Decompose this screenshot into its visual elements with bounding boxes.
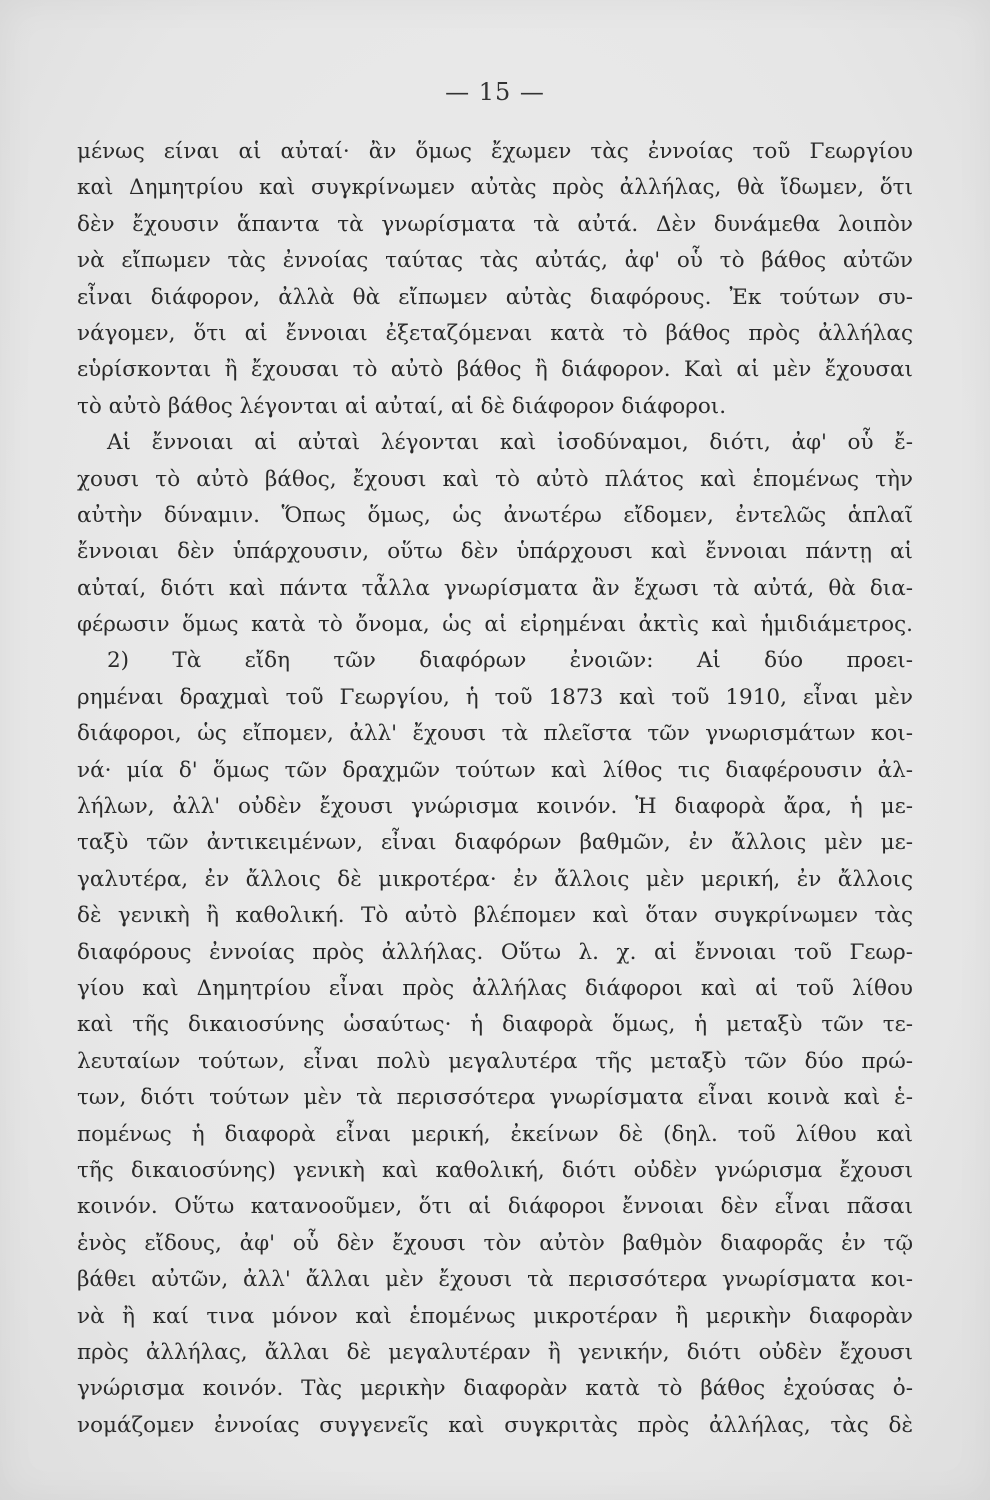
text-line: κοινόν. Οὕτω κατανοοῦμεν, ὅτι αἱ διάφοροι ἔννοιαι δὲν εἶναι πᾶσαι [77, 1194, 913, 1220]
text-line: 2) Τὰ εἴδη τῶν διαφόρων ἐνοιῶν: Αἱ δύο προει- [107, 648, 913, 674]
body-text [77, 134, 913, 1444]
text-line: καὶ Δημητρίου καὶ συγκρίνωμεν αὐτὰς πρὸς ἀλλήλας, θὰ ἴδωμεν, ὅτι [77, 175, 913, 201]
text-line: ταξὺ τῶν ἀντικειμένων, εἶναι διαφόρων βαθμῶν, ἐν ἄλλοις μὲν με- [77, 830, 913, 856]
text-line: τῆς δικαιοσύνης) γενικὴ καὶ καθολική, διότι οὐδὲν γνώρισμα ἔχουσι [77, 1157, 913, 1183]
text-line: διάφοροι, ὡς εἴπομεν, ἀλλ' ἔχουσι τὰ πλεῖστα τῶν γνωρισμάτων κοι- [77, 721, 913, 747]
text-line: μένως είναι αἱ αὐταί· ἂν ὅμως ἔχωμεν τὰς ἐννοίας τοῦ Γεωργίου [77, 139, 913, 164]
text-line: Αἱ ἔννοιαι αἱ αὐταὶ λέγονται καὶ ἰσοδύναμοι, διότι, ἀφ' οὗ ἔ- [107, 430, 913, 456]
text-line: αὐτὴν δύναμιν. Ὅπως ὅμως, ὡς ἀνωτέρω εἴδομεν, ἐντελῶς ἁπλαῖ [77, 502, 913, 528]
text-line: νά· μία δ' ὅμως τῶν δραχμῶν τούτων καὶ λίθος τις διαφέρουσιν ἀλ- [77, 757, 913, 783]
text-line: χουσι τὸ αὐτὸ βάθος, ἔχουσι καὶ τὸ αὐτὸ πλάτος καὶ ἑπομένως τὴν [77, 466, 913, 492]
text-line: τὸ αὐτὸ βάθος λέγονται αἱ αὐταί, αἱ δὲ διάφορον διάφοροι. [77, 393, 727, 419]
text-line: διαφόρους ἐννοίας πρὸς ἀλλήλας. Οὕτω λ. χ. αἱ ἔννοιαι τοῦ Γεωρ- [77, 939, 913, 965]
text-line: λήλων, ἀλλ' οὐδὲν ἔχουσι γνώρισμα κοινόν. Ἡ διαφορὰ ἄρα, ἡ με- [77, 794, 913, 820]
text-line: νομάζομεν ἐννοίας συγγενεῖς καὶ συγκριτὰς πρὸς ἀλλήλας, τὰς δὲ [77, 1412, 913, 1438]
text-line: δὲν ἔχουσιν ἅπαντα τὰ γνωρίσματα τὰ αὐτά. Δὲν δυνάμεθα λοιπὸν [77, 211, 913, 237]
text-line: βάθει αὐτῶν, ἀλλ' ἄλλαι μὲν ἔχουσι τὰ περισσότερα γνωρίσματα κοι- [77, 1267, 913, 1293]
text-line: δὲ γενικὴ ἢ καθολική. Τὸ αὐτὸ βλέπομεν καὶ ὅταν συγκρίνωμεν τὰς [77, 903, 913, 929]
text-line: γίου καὶ Δημητρίου εἶναι πρὸς ἀλλήλας διάφοροι καὶ αἱ τοῦ λίθου [77, 975, 913, 1001]
text-line: νάγομεν, ὅτι αἱ ἔννοιαι ἐξεταζόμεναι κατὰ τὸ βάθος πρὸς ἀλλήλας [77, 320, 913, 346]
text-line: των, διότι τούτων μὲν τὰ περισσότερα γνωρίσματα εἶναι κοινὰ καὶ ἑ- [77, 1085, 913, 1111]
text-line: ρημέναι δραχμαὶ τοῦ Γεωργίου, ἡ τοῦ 1873 καὶ τοῦ 1910, εἶναι μὲν [77, 684, 913, 710]
text-line: πομένως ἡ διαφορὰ εἶναι μερική, ἐκείνων δὲ (δηλ. τοῦ λίθου καὶ [77, 1121, 913, 1147]
text-line: γνώρισμα κοινόν. Τὰς μερικὴν διαφορὰν κατὰ τὸ βάθος ἐχούσας ὀ- [77, 1376, 913, 1402]
page-number: — 15 — [445, 78, 545, 106]
text-line: ἑνὸς εἴδους, ἀφ' οὗ δὲν ἔχουσι τὸν αὐτὸν βαθμὸν διαφορᾶς ἐν τῷ [77, 1230, 913, 1256]
text-line: ἔννοιαι δὲν ὑπάρχουσιν, οὕτω δὲν ὑπάρχουσι καὶ ἔννοιαι πάντῃ αἱ [77, 539, 913, 565]
text-line: νὰ ἢ καί τινα μόνον καὶ ἑπομένως μικροτέραν ἢ μερικὴν διαφορὰν [77, 1303, 913, 1329]
text-line: φέρωσιν ὅμως κατὰ τὸ ὄνομα, ὡς αἱ εἰρημέναι ἀκτὶς καὶ ἡμιδιάμετρος. [77, 612, 913, 638]
text-line: καὶ τῆς δικαιοσύνης ὡσαύτως· ἡ διαφορὰ ὅμως, ἡ μεταξὺ τῶν τε- [77, 1012, 913, 1038]
text-line: γαλυτέρα, ἐν ἄλλοις δὲ μικροτέρα· ἐν ἄλλοις μὲν μερική, ἐν ἄλλοις [77, 866, 913, 892]
text-line: αὐταί, διότι καὶ πάντα τἆλλα γνωρίσματα ἂν ἔχωσι τὰ αὐτά, θὰ δια- [77, 575, 913, 601]
text-line: εἶναι διάφορον, ἀλλὰ θὰ εἴπωμεν αὐτὰς διαφόρους. Ἐκ τούτων συ- [77, 284, 913, 310]
text-line: λευταίων τούτων, εἶναι πολὺ μεγαλυτέρα τῆς μεταξὺ τῶν δύο πρώ- [77, 1048, 913, 1074]
text-line: νὰ εἴπωμεν τὰς ἐννοίας ταύτας τὰς αὐτάς, ἀφ' οὗ τὸ βάθος αὐτῶν [77, 248, 913, 274]
text-line: εὑρίσκονται ἢ ἔχουσαι τὸ αὐτὸ βάθος ἢ διάφορον. Καὶ αἱ μὲν ἔχουσαι [77, 357, 913, 383]
text-line: πρὸς ἀλλήλας, ἄλλαι δὲ μεγαλυτέραν ἢ γενικήν, διότι οὐδὲν ἔχουσι [77, 1339, 913, 1365]
